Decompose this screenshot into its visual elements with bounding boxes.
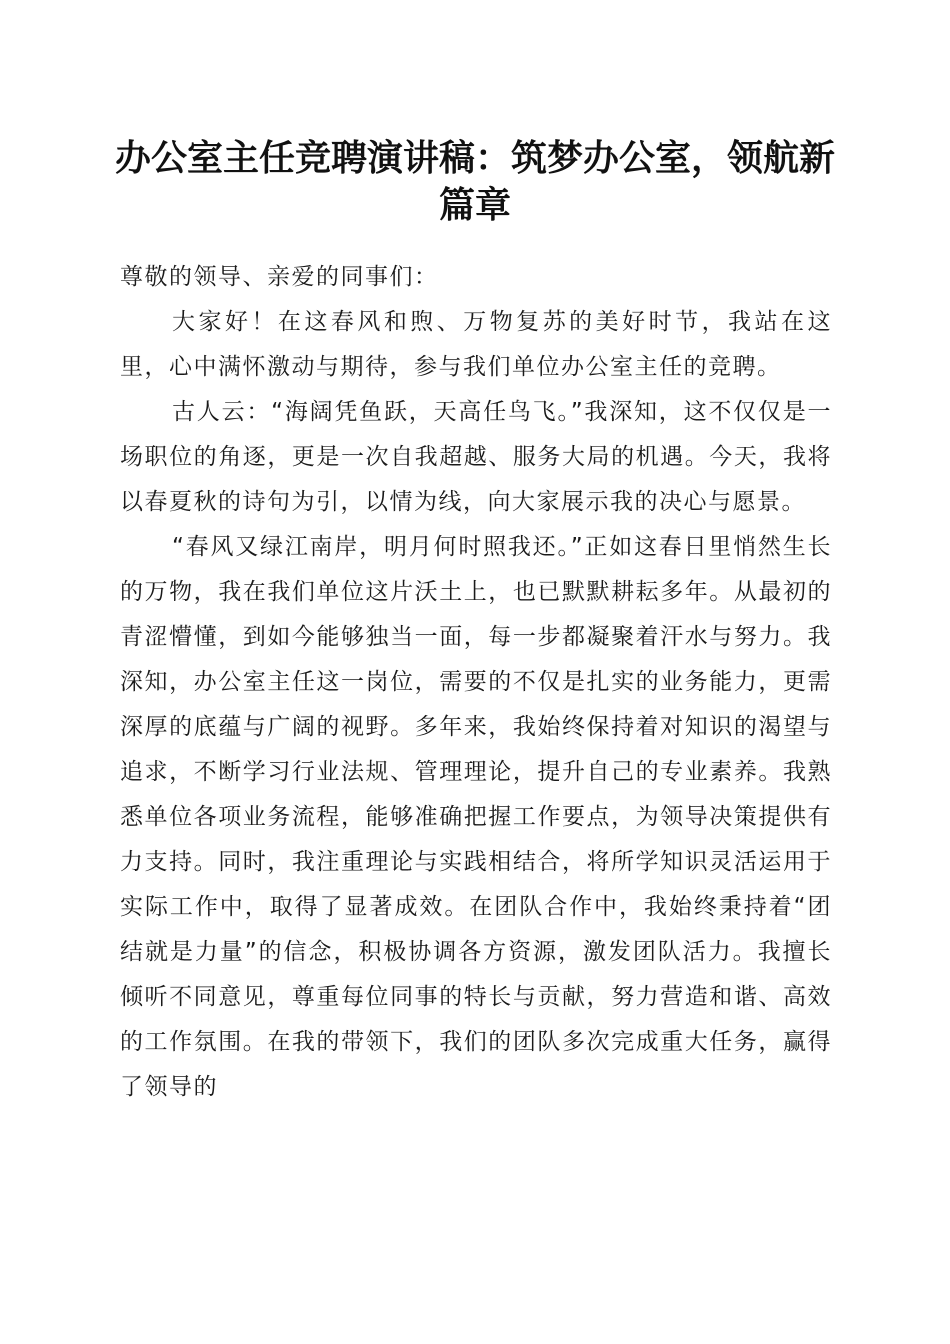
- greeting: 尊敬的领导、亲爱的同事们：: [120, 264, 439, 290]
- document-body: [120, 255, 832, 1110]
- document-title-line-2: 篇章: [438, 184, 511, 226]
- paragraph-1: 大家好！在这春风和煦、万物复苏的美好时节，我站在这里，心中满怀激动与期待，参与我们单位办公室主任的竞聘。: [120, 309, 832, 380]
- document-title-line-1: 办公室主任竞聘演讲稿：筑梦办公室，领航新: [114, 137, 835, 179]
- paragraph-2: 古人云：“海阔凭鱼跃，天高任鸟飞。”我深知，这不仅仅是一场职位的角逐，更是一次自我超越、服务大局的机遇。今天，我将以春夏秋的诗句为引，以情为线，向大家展示我的决心与愿景。: [120, 399, 832, 515]
- paragraph-3: “春风又绿江南岸，明月何时照我还。”正如这春日里悄然生长的万物，我在我们单位这片沃土上，也已默默耕耘多年。从最初的青涩懵懂，到如今能够独当一面，每一步都凝聚着汗水与努力。我深知，办公室主任这一岗位，需要的不仅是扎实的业务能力，更需深厚的底蕴与广阔的视野。多年来，我始终保持着对知识的渴望与追求，不断学习行业法规、管理理论，提升自己的专业素养。我熟悉单位各项业务流程，能够准确把握工作要点，为领导决策提供有力支持。同时，我注重理论与实践相结合，将所学知识灵活运用于实际工作中，取得了显著成效。在团队合作中，我始终秉持着“团结就是力量”的信念，积极协调各方资源，激发团队活力。我擅长倾听不同意见，尊重每位同事的特长与贡献，努力营造和谐、高效的工作氛围。在我的带领下，我们的团队多次完成重大任务，赢得了领导的: [120, 534, 832, 1100]
